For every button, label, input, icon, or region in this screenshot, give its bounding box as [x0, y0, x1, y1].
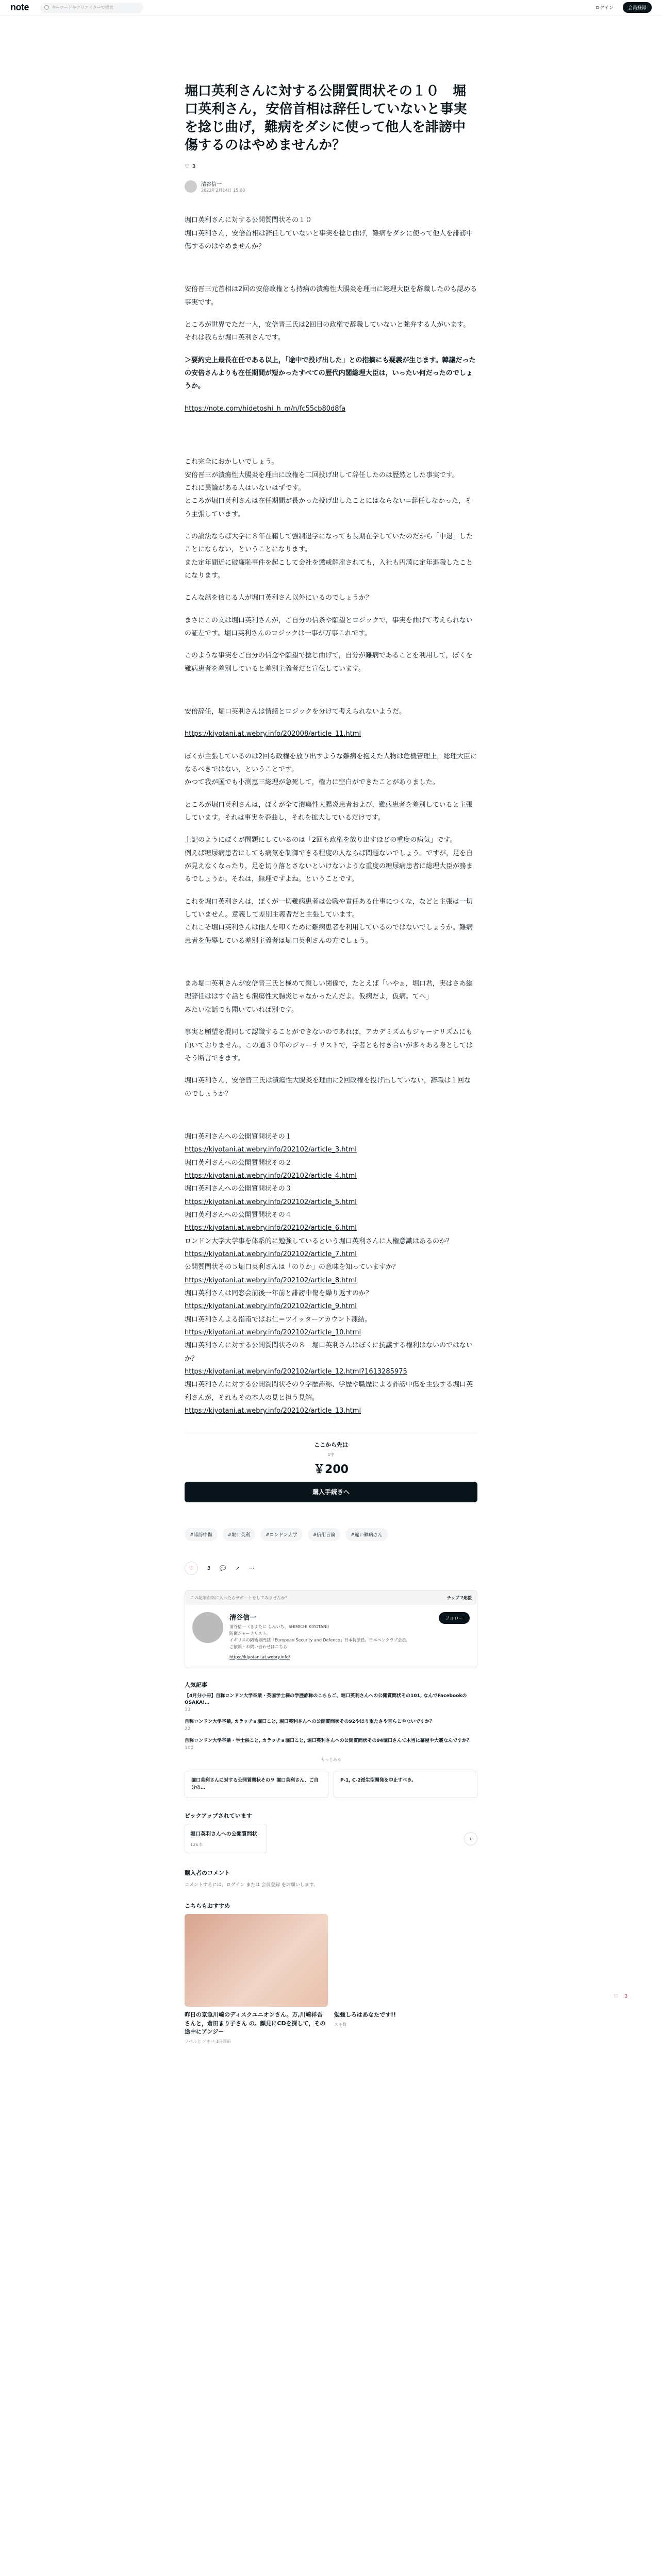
- like-count: 3: [192, 164, 196, 170]
- price: ￥200: [313, 1463, 349, 1477]
- series-label: ロンドン大学大学事を体系的に勉強しているという堀口英利さんに人権意識はあるのか？: [185, 1237, 453, 1245]
- series-link[interactable]: https://kiyotani.at.webry.info/202102/article_8.html: [185, 1276, 357, 1284]
- action-bar: [185, 1562, 477, 1575]
- series-link[interactable]: https://kiyotani.at.webry.info/202102/article_10.html: [185, 1329, 361, 1337]
- series-link[interactable]: https://kiyotani.at.webry.info/202102/article_13.html: [185, 1407, 361, 1415]
- recommend-image: [185, 1914, 328, 2007]
- prev-next-nav: [185, 1771, 477, 1798]
- paragraph: ところが世界でただ一人，安倍晋三氏は2回目の政権で辞職していないと強弁する人がいます。 それは我らが堀口英利さんです。: [185, 321, 470, 342]
- paywall-caption: ここから先は: [314, 1442, 348, 1449]
- series-label: 堀口英利さんへの公開質問状その１: [185, 1132, 292, 1141]
- related-title: 【4月分小冊】自称ロンドン大学卒業・英国学士様の学歴詐称のこちらご、堀口英利さんへの公開質問状その101, なんでFacebookのOSAKA!…: [185, 1693, 467, 1706]
- tip-button[interactable]: チップで応援: [447, 1596, 472, 1601]
- next-article[interactable]: P-1, C-2派生型開発を中止すべき。: [334, 1771, 477, 1798]
- paragraph: 安倍辞任，堀口英利さんは情緒とロジックを分けて考えられないようだ。: [185, 707, 406, 716]
- tag-list: [185, 1528, 477, 1541]
- heart-icon: ♡: [185, 164, 189, 170]
- series-link[interactable]: https://kiyotani.at.webry.info/202102/article_6.html: [185, 1224, 357, 1232]
- series-label: 堀口英利さんへの公開質問状その４: [185, 1211, 292, 1219]
- note-logo[interactable]: note: [10, 2, 29, 12]
- share-icon[interactable]: ↗: [235, 1565, 240, 1571]
- recommend-image: [334, 1914, 477, 2007]
- tag[interactable]: #堀口英利: [223, 1528, 256, 1541]
- related-heading: 人気記事: [185, 1681, 207, 1688]
- series-link[interactable]: https://kiyotani.at.webry.info/202102/article_4.html: [185, 1172, 357, 1180]
- paragraph: まあ堀口英利さんが安倍晋三氏と極めて親しい関係で，たとえば「いやぁ，堀口君，実はさあ総理辞任ははすぐ話とも潰瘍性大腸炎じゃなかったんだよ。仮病だよ，仮病。てへ」 みたいな話でも聞いていれば別です。: [185, 980, 473, 1014]
- related-article[interactable]: [185, 1693, 477, 1714]
- creator-avatar[interactable]: [192, 1612, 223, 1643]
- related-title: 自称ロンドン大学卒業・学士候こと, カラッチョ堀口こと, 堀口英利さんへの公開質問状その94堀口さんて木当に幕屋や大裏なんですか？: [185, 1738, 472, 1744]
- prev-article[interactable]: 堀口英利さんに対する公開質問状その９ 堀口英利さん、ご自分の…: [185, 1771, 328, 1798]
- series-label: 公開質問状その５堀口英利さんは「のりか」の意味を知っていますか？: [185, 1263, 400, 1272]
- related-article[interactable]: [185, 1719, 477, 1733]
- comments-text: コメントするには，ログイン または 会員登録 をお願いします。: [185, 1883, 319, 1888]
- series-list: [185, 1130, 477, 1418]
- series-label: 堀口英利さんに対する公開質問状その８ 堀口英利さんはぼくに抗議する権利はないのではないか？: [185, 1342, 473, 1363]
- paragraph: このような事実をご自分の信念や願望で捻じ曲げて，自分が難病であることを利用して，ぼくを難病患者を差別していると差別主義者だと宣伝しています。: [185, 652, 473, 673]
- series-link[interactable]: https://kiyotani.at.webry.info/202102/article_3.html: [185, 1146, 357, 1154]
- paragraph: 堀口英利さんに対する公開質問状その１０ 堀口英利さん，安倍首相は辞任していないと事実を捻じ曲げ，難病をダシに使って他人を誹謗中傷するのはやめませんか？: [185, 216, 473, 251]
- heart-icon: ♡: [189, 1565, 194, 1571]
- support-prompt: この記事が気に入ったらサポートをしてみませんか？: [190, 1596, 289, 1601]
- series-label: 堀口英利さんへの公開質問状その３: [185, 1185, 292, 1193]
- pickup-count: 126本: [190, 1842, 203, 1848]
- search-placeholder: キーワードやクリエイターで検索: [52, 5, 113, 10]
- post-date: 2022年2月14日 15:00: [201, 188, 245, 193]
- tag[interactable]: #信用言論: [308, 1528, 341, 1541]
- recommend-title: 勉強しろはあなたです!!: [334, 2011, 396, 2019]
- recommend-card[interactable]: [185, 1914, 328, 2044]
- tag[interactable]: #ロンドン大学: [260, 1528, 303, 1541]
- creator-name[interactable]: 清谷信一: [229, 1614, 257, 1622]
- follow-button[interactable]: フォロー: [439, 1612, 470, 1624]
- heart-icon: ♡: [614, 1994, 618, 1999]
- recommend-meta: スキ数: [334, 2022, 346, 2027]
- paragraph: 堀口英利さん，安倍晋三氏は潰瘍性大腸炎を理由に2回政権を投げ出していない，辞職は１回なのでしょうか？: [185, 1077, 471, 1098]
- chevron-right-icon[interactable]: ›: [464, 1832, 477, 1845]
- creator-card: [185, 1590, 477, 1668]
- paragraph: この論法ならば大学に８年在籍して強制退学になっても長期在学していたのだから「中退」したことにならない，ということになります。 また定年間近に破廉恥事件を起こして会社を懲戒解雇されても，入社も円満に定年退職したことになります。: [185, 532, 473, 580]
- paywall: [185, 1433, 477, 1502]
- floating-like-count: 3: [624, 1994, 628, 1999]
- like-button[interactable]: [185, 1562, 198, 1575]
- series-link[interactable]: https://kiyotani.at.webry.info/202102/article_5.html: [185, 1198, 357, 1206]
- signup-button[interactable]: 会員登録: [623, 2, 652, 13]
- paragraph: 事実と願望を混同して認識することができないのであれば，アカデミズムもジャーナリズムにも向いておりません。この道３０年のジャーナリストで，学者とも付き合いが多々ある身としてはそう断言できます。: [185, 1028, 473, 1062]
- series-label: 堀口英利さんは同窓会前後一年前と誹謗中傷を繰り返すのか？: [185, 1290, 373, 1297]
- paragraph: ところが堀口英利さんは，ぼくが全て潰瘍性大腸炎患者および，難病患者を差別していると主張しています。それは事実を歪曲し，それを拡大しているだけです。: [185, 801, 473, 822]
- creator-link[interactable]: https://kiyotani.at.webry.info/: [229, 1654, 290, 1659]
- search-icon: [44, 5, 49, 10]
- series-label: 堀口英利さんへの公開質問状その２: [185, 1159, 292, 1167]
- series-link[interactable]: https://kiyotani.at.webry.info/202102/article_12.html?1613285975: [185, 1368, 407, 1376]
- recommend-title: 昨日の京急川崎のディスクユニオンさん。万,川崎祥吾さんと，倉田まり子さん の。顔見にCDを探して，その途中にアンジー: [185, 2011, 326, 2036]
- related-likes: 22: [185, 1726, 191, 1732]
- recommend-list: [185, 1914, 477, 2044]
- header-actions: [590, 2, 652, 13]
- pickup-row: [185, 1824, 477, 1853]
- more-icon[interactable]: ⋯: [249, 1565, 255, 1571]
- article-link[interactable]: https://kiyotani.at.webry.info/202008/article_11.html: [185, 730, 361, 738]
- paragraph: こんな話を信じる人が堀口英利さん以外にいるのでしょうか？: [185, 594, 373, 602]
- recommend-card[interactable]: [334, 1914, 477, 2044]
- search-input[interactable]: [40, 3, 143, 13]
- paragraph: これを堀口英利さんは，ぼくが一切難病患者は公職や責任ある仕事につくな，などと主張は一切していません。意義して差別主義者だと主張しています。 これこそ堀口英利さんは他人を叩くために難病患者を利用しているのではないでしょうか。難病患者を侮辱している差別主義者は堀口英利さんの方でしょう。: [185, 897, 473, 945]
- paragraph: ぼくが主張しているのは2回も政権を放り出すような難病を抱えた人物は危機管理上，総理大臣になるべきではない，ということです。 かつて我が国でも小渕恵三総理が急死して，権力に空白ができたことがありました。: [185, 752, 477, 787]
- paragraph: これ完全におかしいでしょう。 安倍晋三が潰瘍性大腸炎を理由に政権を二回投げ出して辞任したのは歴然とした事実です。 これに異論がある人はいないはずです。 ところが堀口英利さんは在任期間が長かった投げ出したことにはならない=辞任しなかった，そう主張しています。: [185, 458, 472, 518]
- article-main: [185, 15, 477, 2044]
- author-block[interactable]: [185, 180, 477, 193]
- related-likes: 100: [185, 1745, 194, 1751]
- paragraph: 上記のようにぼくが問題にしているのは「2回も政権を放り出すほどの重度の病気」です。 例えば糖尿病患者にしても病気を制御できる程度の人ならば問題ないでしょう。ですが，足を自が見えなくなったり，足を切り落とさないといけないような重度の糖尿病患者に総理大臣が務まるでしょうか。それは，無理ですよね。ということです。: [185, 836, 473, 884]
- char-count: 1字: [327, 1452, 335, 1458]
- like-count: 3: [207, 1565, 211, 1571]
- article-link[interactable]: https://note.com/hidetoshi_h_m/n/fc55cb80d8fa: [185, 404, 346, 413]
- floating-like[interactable]: [614, 1994, 627, 1999]
- buy-button[interactable]: 購入手続きへ: [185, 1482, 477, 1502]
- series-label: 堀口英利さんよる指南ではお仁＝ツイッターアカウント凍結。: [185, 1315, 372, 1324]
- paragraph: 安倍晋三元首相は2回の安倍政権とも持病の潰瘍性大腸炎を理由に総理大臣を辞職したのも認める事実です。: [185, 285, 477, 307]
- tag[interactable]: #誹謗中傷: [185, 1528, 218, 1541]
- pickup-heading: ピックアップされています: [185, 1812, 252, 1820]
- author-name[interactable]: 清谷信一: [201, 182, 222, 188]
- series-link[interactable]: https://kiyotani.at.webry.info/202102/article_9.html: [185, 1302, 357, 1311]
- pickup-card[interactable]: [185, 1824, 267, 1853]
- recommend-meta: ラベルと アキパ 1時間前: [185, 2039, 231, 2044]
- like-summary[interactable]: [185, 164, 477, 170]
- top-header: [0, 0, 662, 15]
- more-link[interactable]: もっとみる: [321, 1757, 341, 1762]
- related-title: 自称ロンドン大学卒業, カラッチョ堀口こと, 堀口英利さんへの公開質問状その92やはり重たさや言らこやないですか？: [185, 1719, 435, 1725]
- avatar[interactable]: [185, 180, 197, 193]
- pickup-title: 堀口英利さんへの公開質問状: [190, 1832, 257, 1838]
- login-button[interactable]: ログイン: [595, 6, 614, 11]
- creator-desc: 清谷信一（きよたに しんいち、SHIMICHI KIYOTANI） 防衛ジャーナリスト。 イギリスの防衛専門誌「European Security and Defence」日本特派員。日本ペンクラブ会員。 ご依頼・お問い合わせはこちら: [229, 1624, 410, 1649]
- article-body: [185, 214, 477, 1417]
- recommend-heading: こちらもおすすめ: [185, 1903, 230, 1910]
- paragraph: まさにこの文は堀口英利さんが，ご自分の信条や願望とロジックで，事実を曲げて考えられないの証左です。堀口英利さんのロジックは一事が万事これです。: [185, 616, 473, 637]
- tag[interactable]: #違い難病さん: [345, 1528, 388, 1541]
- comment-icon[interactable]: 💬: [220, 1565, 226, 1571]
- series-link[interactable]: https://kiyotani.at.webry.info/202102/article_7.html: [185, 1250, 357, 1258]
- related-likes: 33: [185, 1707, 191, 1713]
- related-article[interactable]: [185, 1738, 477, 1752]
- series-label: 堀口英利さんに対する公開質問状その９学歴詐称、学歴や職歴による詐謗中傷を主張する堀口英利さんが，それもその本人の見と担う見解。: [185, 1381, 473, 1402]
- article-title: 堀口英利さんに対する公開質問状その１０ 堀口英利さん，安倍首相は辞任していないと事実を捻じ曲げ，難病をダシに使って他人を誹謗中傷するのはやめませんか？: [185, 83, 467, 154]
- quote-paragraph: ＞要約史上最長在任である以上，「途中で投げ出した」との指摘にも疑義が生じます。韓議だったの安倍さんよりも在任期間が短かったすべての歴代内閣総理大臣は，いったい何だったのでしょうか。: [185, 356, 476, 391]
- comments-heading: 購入者のコメント: [185, 1870, 230, 1877]
